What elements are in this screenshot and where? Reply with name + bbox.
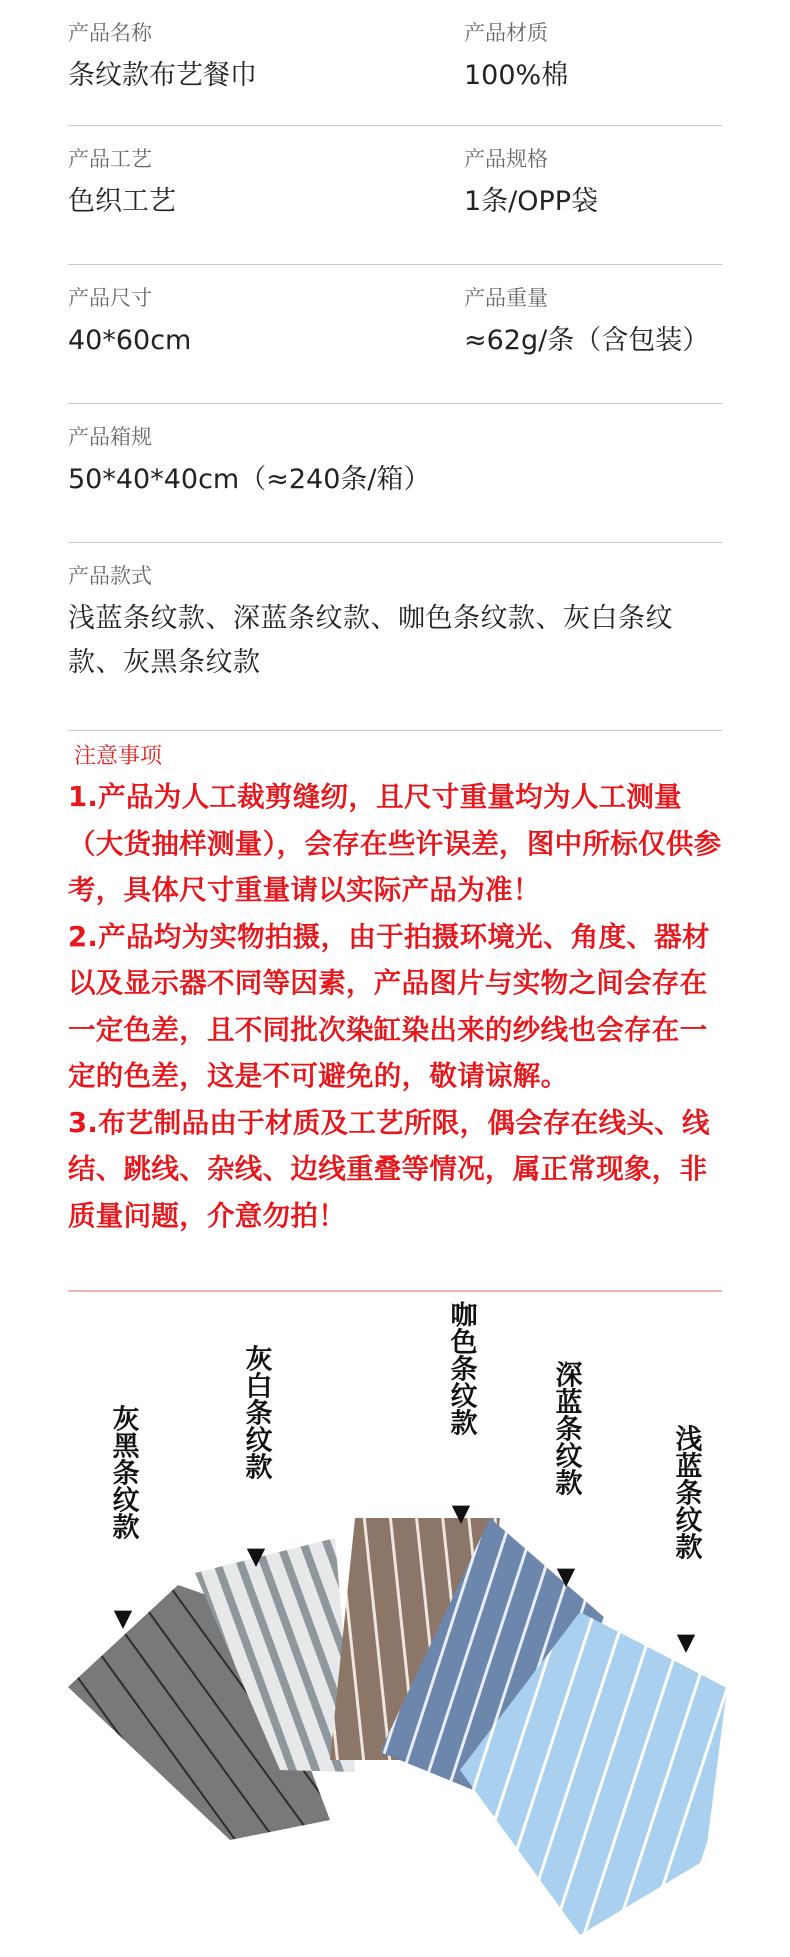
spec-cell-name xyxy=(68,0,464,125)
spec-cell-spec xyxy=(464,126,722,264)
arrow-icon: ▼ xyxy=(676,1628,696,1656)
spec-label: 产品规格 xyxy=(464,147,548,171)
spec-table xyxy=(68,0,722,731)
label-gray-white: 灰白条纹款 xyxy=(240,1344,272,1480)
label-gray-black: 灰黑条纹款 xyxy=(107,1404,139,1540)
notice-item: 1.产品为人工裁剪缝纫，且尺寸重量均为人工测量（大货抽样测量），会存在些许误差，图中所标仅供参考，具体尺寸重量请以实际产品为准！ xyxy=(68,781,722,906)
spec-cell-style xyxy=(68,543,722,730)
spec-row-5 xyxy=(68,543,722,731)
spec-value: 1条/OPP袋 xyxy=(464,186,599,217)
spec-cell-material xyxy=(464,0,722,125)
spec-value: 条纹款布艺餐巾 xyxy=(68,60,257,91)
spec-row-2 xyxy=(68,126,722,265)
spec-value: 浅蓝条纹款、深蓝条纹款、咖色条纹款、灰白条纹款、灰黑条纹款 xyxy=(68,603,673,678)
spec-value: 色织工艺 xyxy=(68,186,176,217)
spec-label: 产品材质 xyxy=(464,21,548,45)
spec-cell-weight xyxy=(464,265,722,403)
arrow-icon: ▼ xyxy=(451,1499,471,1527)
notice-divider xyxy=(68,1290,722,1292)
notice-item: 3.布艺制品由于材质及工艺所限，偶会存在线头、线结、跳线、杂线、边线重叠等情况，属正常现象，非质量问题，介意勿拍！ xyxy=(68,1106,710,1232)
arrow-icon: ▼ xyxy=(246,1542,266,1570)
spec-value: 100%棉 xyxy=(464,60,569,91)
spec-row-3 xyxy=(68,265,722,404)
spec-label: 产品重量 xyxy=(464,286,548,310)
spec-label: 产品尺寸 xyxy=(68,286,152,310)
notice-section xyxy=(68,742,728,1239)
spec-row-1 xyxy=(68,0,722,126)
arrow-icon: ▼ xyxy=(556,1562,576,1590)
label-coffee: 咖色条纹款 xyxy=(445,1300,477,1436)
spec-value: ≈62g/条（含包装） xyxy=(464,325,710,356)
label-light-blue: 浅蓝条纹款 xyxy=(670,1424,702,1560)
notice-item: 2.产品均为实物拍摄，由于拍摄环境光、角度、器材以及显示器不同等因素，产品图片与实物之间会存在一定色差，且不同批次染缸染出来的纱线也会存在一定的色差，这是不可避免的，敬请谅解。 xyxy=(68,920,710,1092)
spec-row-4 xyxy=(68,404,722,543)
spec-cell-box xyxy=(68,404,722,542)
spec-cell-size xyxy=(68,265,464,403)
spec-label: 产品名称 xyxy=(68,21,152,45)
spec-label: 产品款式 xyxy=(68,564,152,588)
product-photo xyxy=(0,1300,790,1957)
label-dark-blue: 深蓝条纹款 xyxy=(550,1360,582,1496)
spec-value: 50*40*40cm（≈240条/箱） xyxy=(68,464,431,495)
spec-cell-craft xyxy=(68,126,464,264)
spec-value: 40*60cm xyxy=(68,325,192,356)
spec-label: 产品工艺 xyxy=(68,147,152,171)
arrow-icon: ▼ xyxy=(113,1604,133,1632)
notice-title: 注意事项 xyxy=(74,744,163,769)
spec-label: 产品箱规 xyxy=(68,425,152,449)
